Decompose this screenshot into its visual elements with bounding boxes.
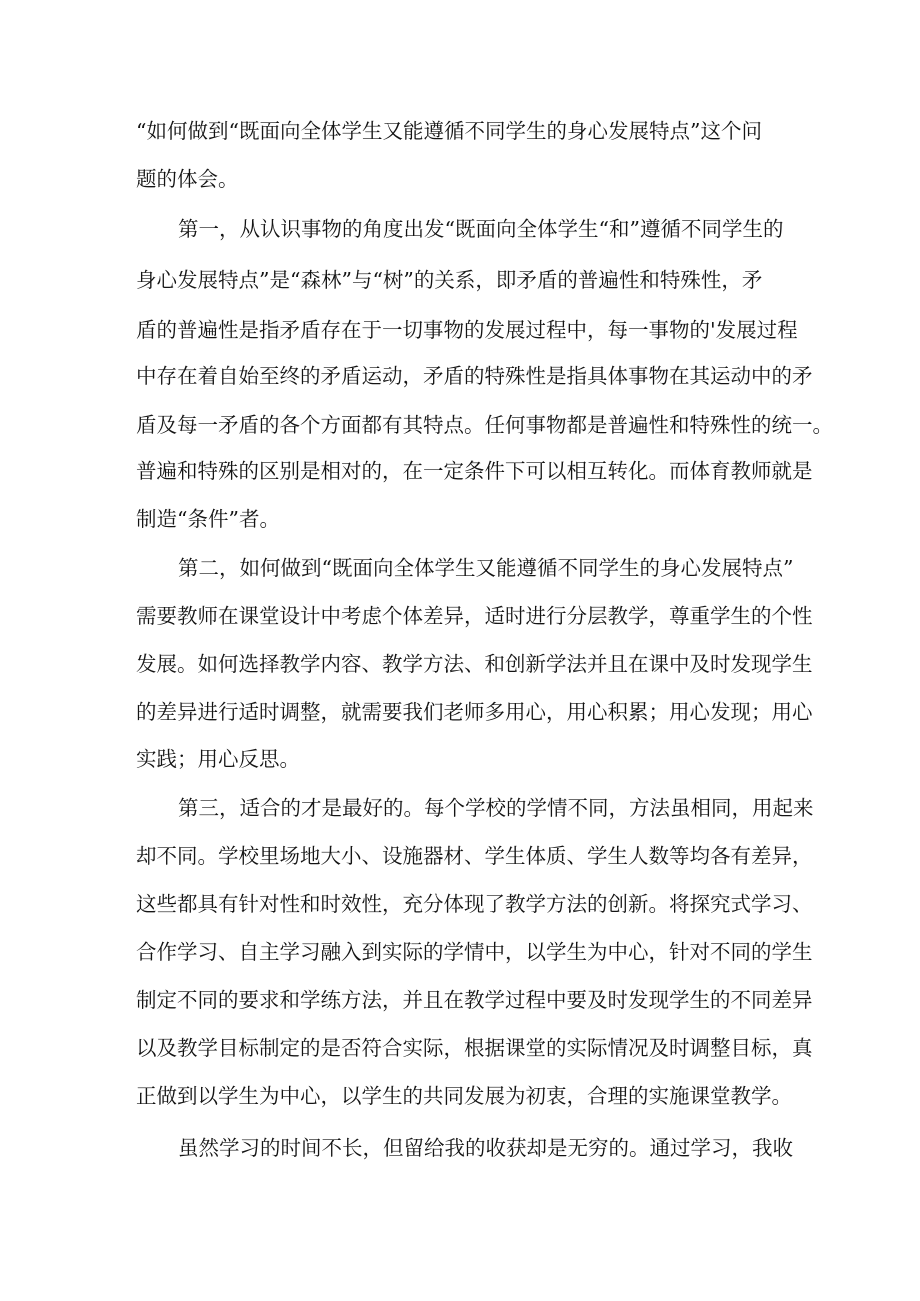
text-line: 制定不同的要求和学练方法，并且在教学过程中要及时发现学生的不同差异 xyxy=(136,988,813,1012)
text-line: 题的体会。 xyxy=(136,167,239,191)
text-line: 发展。如何选择教学内容、教学方法、和创新学法并且在课中及时发现学生 xyxy=(136,652,813,676)
text-line: 中存在着自始至终的矛盾运动，矛盾的特殊性是指具体事物在其运动中的矛 xyxy=(136,364,813,388)
text-line: 合作学习、自主学习融入到实际的学情中，以学生为中心，针对不同的学生 xyxy=(136,940,813,964)
text-line: 正做到以学生为中心，以学生的共同发展为初衷，合理的实施课堂教学。 xyxy=(136,1084,792,1108)
text-line: 需要教师在课堂设计中考虑个体差异，适时进行分层教学，尊重学生的个性 xyxy=(136,604,813,628)
text-line: 的差异进行适时调整，就需要我们老师多用心，用心积累；用心发现；用心 xyxy=(136,700,813,724)
text-line: 以及教学目标制定的是否符合实际，根据课堂的实际情况及时调整目标，真 xyxy=(136,1036,813,1060)
text-line: 第一，从认识事物的角度出发“既面向全体学生“和”遵循不同学生的 xyxy=(178,217,784,241)
text-line: 第三，适合的才是最好的。每个学校的学情不同，方法虽相同，用起来 xyxy=(178,796,814,820)
text-line: 身心发展特点”是“森林”与“树”的关系，即矛盾的普遍性和特殊性，矛 xyxy=(136,268,763,292)
text-line: 这些都具有针对性和时效性，充分体现了教学方法的创新。将探究式学习、 xyxy=(136,892,813,916)
text-line: 制造“条件”者。 xyxy=(136,507,280,531)
text-line: 盾的普遍性是指矛盾存在于一切事物的发展过程中，每一事物的'发展过程 xyxy=(136,318,798,342)
text-line: 却不同。学校里场地大小、设施器材、学生体质、学生人数等均各有差异， xyxy=(136,844,813,868)
text-line: 实践；用心反思。 xyxy=(136,747,300,771)
text-line: “如何做到“既面向全体学生又能遵循不同学生的身心发展特点”这个问 xyxy=(136,119,762,143)
text-line: 普遍和特殊的区别是相对的，在一定条件下可以相互转化。而体育教师就是 xyxy=(136,459,813,483)
text-line: 虽然学习的时间不长，但留给我的收获却是无穷的。通过学习，我收 xyxy=(178,1136,793,1160)
text-line: 第二，如何做到“既面向全体学生又能遵循不同学生的身心发展特点” xyxy=(178,556,794,580)
text-line: 盾及每一矛盾的各个方面都有其特点。任何事物都是普遍性和特殊性的统一。 xyxy=(136,413,833,437)
